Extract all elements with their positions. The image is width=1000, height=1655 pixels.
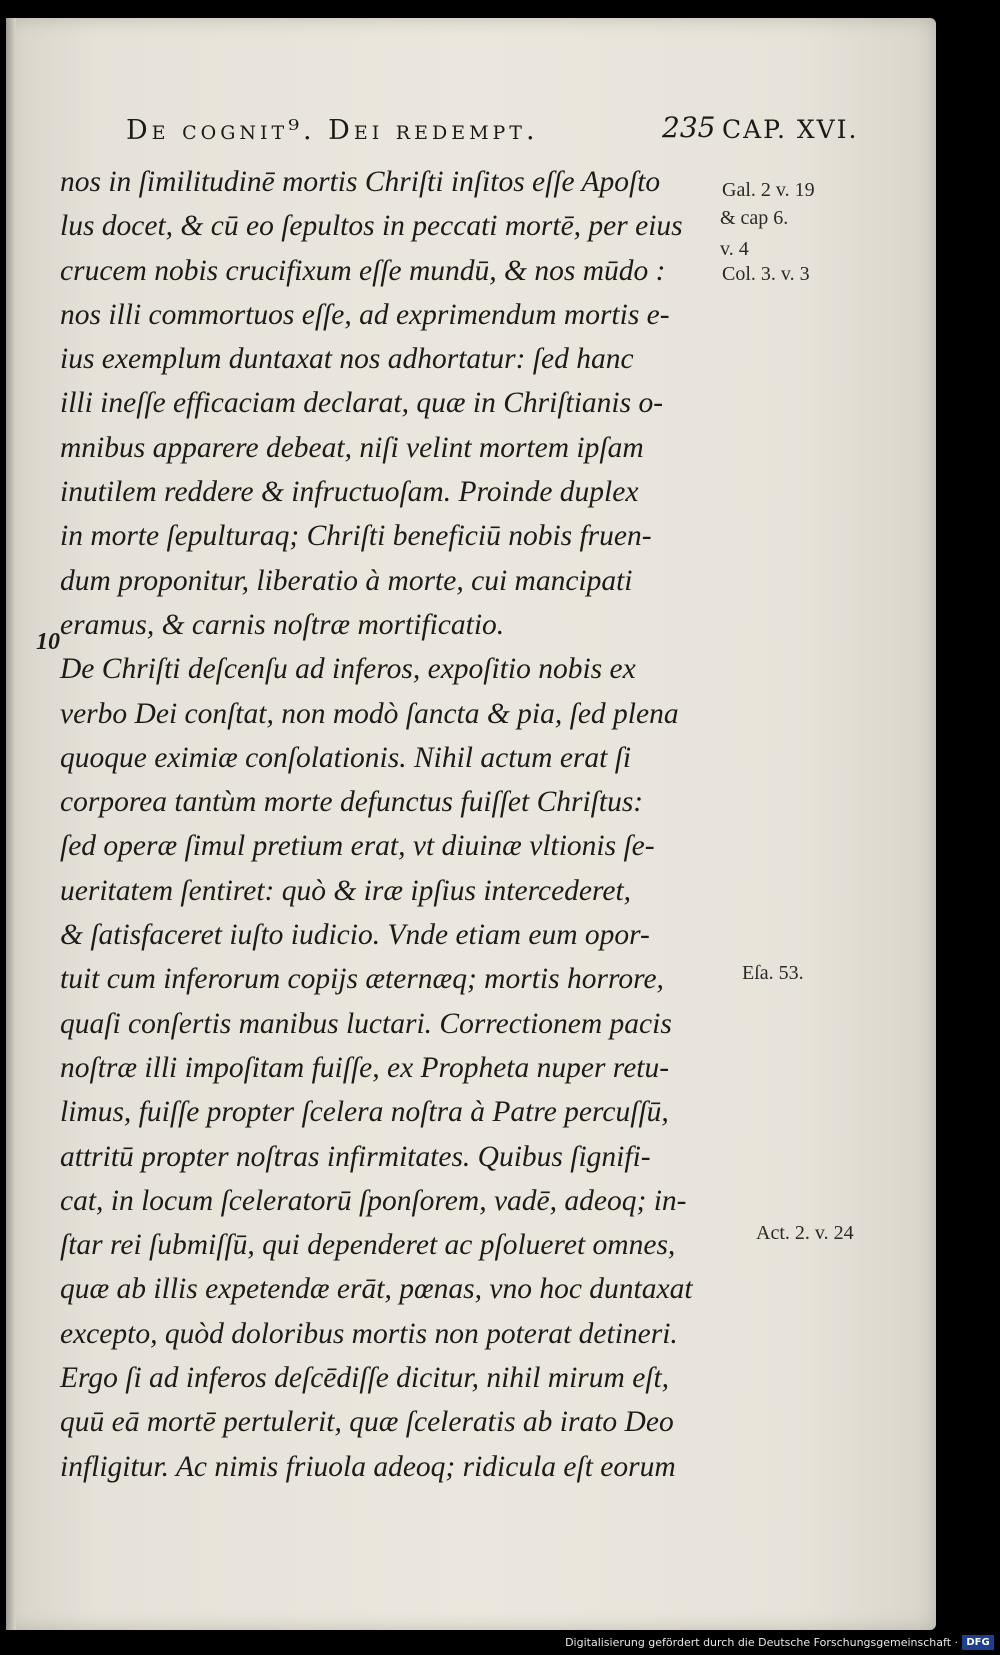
line-number-marker: 10 [36,629,60,655]
margin-note-gal: Gal. 2 v. 19 [722,179,815,201]
margin-note-act: Act. 2. v. 24 [756,1222,854,1244]
text-line: inutilem reddere & infructuoſam. Proinde duplex [60,476,639,509]
text-line: limus, fuiſſe propter ſcelera noſtra à Patre percuſſū, [60,1096,669,1129]
text-line: lus docet, & cū eo ſepultos in peccati mortē, per eius [60,210,683,243]
text-line: nos in ſimilitudinē mortis Chriſti inſitos eſſe Apoſto [60,166,661,198]
dfg-logo-icon: DFG [962,1635,994,1650]
folio-number: 235 [662,111,716,144]
margin-note-verse: v. 4 [720,238,749,260]
text-line: noſtræ illi impoſitam fuiſſe, ex Propheta nuper retu- [60,1051,670,1084]
text-line: ſtar rei ſubmiſſū, qui dependeret ac pſolueret omnes, [60,1229,676,1262]
text-line: quū eā mortē pertulerit, quæ ſceleratis ab irato Deo [60,1406,674,1439]
text-line: Ergo ſi ad inferos deſcēdiſſe dicitur, nihil mirum eſt, [60,1362,670,1395]
text-line: crucem nobis crucifixum eſſe mundū, & nos mūdo : [60,254,666,287]
text-line: quæ ab illis expetendæ erāt, pœnas, vno hoc duntaxat [60,1273,693,1306]
text-line: attritū propter noſtras infirmitates. Quibus ſignifi- [60,1140,651,1173]
text-line: illi ineſſe efficaciam declarat, quæ in Chriſtianis o- [60,387,664,420]
text-line: tuit cum inferorum copijs æternæq; mortis horrore, [60,963,664,996]
text-line: mnibus apparere debeat, niſi velint mortem ipſam [60,431,644,464]
body-text-block [60,160,750,1489]
text-line: ſed operæ ſimul pretium erat, vt diuinæ vltionis ſe- [60,830,655,863]
text-line: excepto, quòd doloribus mortis non poterat detineri. [60,1317,678,1350]
text-line: nos illi commortuos eſſe, ad exprimendum mortis e- [60,298,670,331]
text-line: in morte ſepulturaq; Chriſti beneficiū nobis fruen- [60,520,652,553]
digitization-credit: Digitalisierung gefördert durch die Deutsche Forschungsgemeinschaft · [565,1636,958,1649]
chapter-heading: CAP. XVI. [722,115,859,144]
text-line: eramus, & carnis noſtræ mortificatio. [60,608,505,641]
text-line: quaſi conſertis manibus luctari. Correctionem pacis [60,1007,672,1040]
margin-note-esa: Eſa. 53. [742,962,804,984]
text-line: & ſatisfaceret iuſto iudicio. Vnde etiam eum opor- [60,919,650,952]
text-line: ius exemplum duntaxat nos adhortatur: ſed hanc [60,343,634,376]
text-line: De Chriſti deſcenſu ad inferos, expoſitio nobis ex [60,653,636,686]
margin-note-col: Col. 3. v. 3 [722,263,810,285]
page-header [0,111,1000,155]
text-line: quoque eximiæ conſolationis. Nihil actum erat ſi [60,741,632,774]
page-gutter-shadow [6,18,16,1630]
margin-note-cap: & cap 6. [720,207,789,229]
running-title: De cognit⁹. Dei redempt. [126,115,539,146]
text-line: verbo Dei conſtat, non modò ſancta & pia, ſed plena [60,697,679,730]
text-line: infligitur. Ac nimis friuola adeoq; ridicula eſt eorum [60,1450,676,1483]
text-line: corporea tantùm morte defunctus fuiſſet Chriſtus: [60,786,644,819]
text-line: cat, in locum ſceleratorū ſponſorem, vadē, adeoq; in- [60,1184,687,1217]
text-line: dum proponitur, liberatio à morte, cui mancipati [60,564,633,597]
text-line: ueritatem ſentiret: quò & iræ ipſius intercederet, [60,874,632,907]
